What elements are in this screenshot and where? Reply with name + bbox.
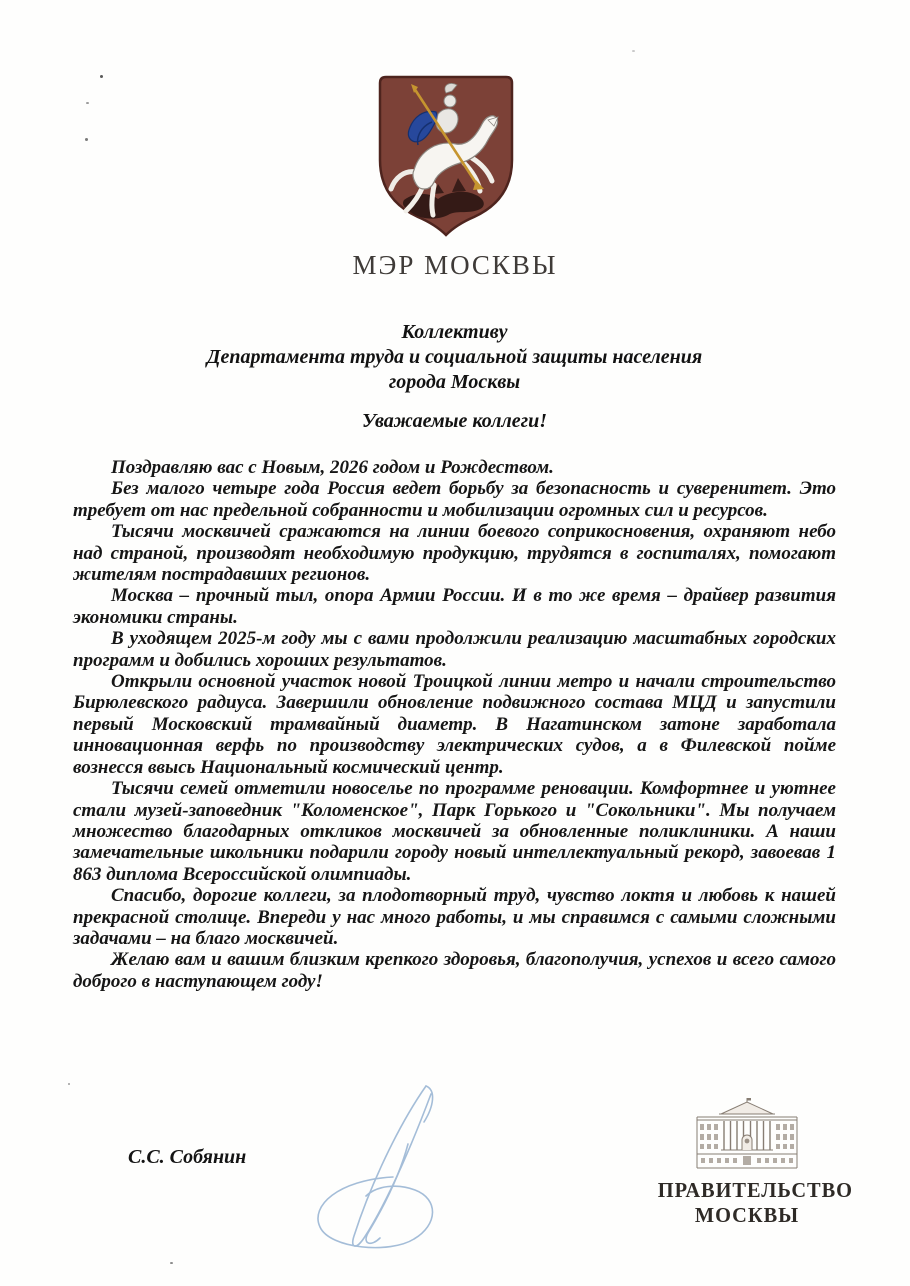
body-paragraph: Москва – прочный тыл, опора Армии России. И в то же время – драйвер развития экономики страны. [73, 585, 836, 628]
scan-speck [170, 1262, 173, 1264]
body-paragraph: Поздравляю вас с Новым, 2026 годом и Рождеством. [111, 457, 554, 478]
letterhead-title: МЭР МОСКВЫ [352, 250, 558, 280]
scan-speck [632, 50, 635, 52]
salutation: Уважаемые коллеги! [362, 410, 547, 432]
government-logo [655, 1098, 853, 1228]
body-paragraph: Тысячи москвичей сражаются на линии боевого соприкосновения, охраняют небо над страной, производят необходимую продукцию, трудятся в госпиталях, помогают жителям пострадавших регионов. [73, 521, 836, 586]
scan-speck [100, 75, 103, 78]
body-paragraph: Спасибо, дорогие коллеги, за плодотворный труд, чувство локтя и любовь к нашей прекрасной столице. Впереди у нас много работы, и мы справимся с самыми сложными задачами – на благо москвичей. [73, 885, 836, 949]
body-paragraph: Желаю вам и вашим близким крепкого здоровья, благополучия, успехов и всего самого доброго в наступающем году! [73, 949, 836, 992]
scan-speck [85, 138, 88, 141]
signer-name: С.С. Собянин [128, 1146, 247, 1168]
handwritten-signature-icon [298, 1082, 448, 1254]
recipient-line: Коллективу [401, 321, 508, 343]
letter-body [73, 457, 836, 992]
moscow-coat-of-arms-icon [376, 74, 516, 238]
recipient-line: города Москвы [388, 371, 521, 393]
government-logo-line2: МОСКВЫ [694, 1203, 800, 1227]
body-paragraph: В уходящем 2025-м году мы с вами продолжили реализацию масштабных городских программ и добились хороших результатов. [73, 628, 836, 671]
scan-speck [86, 102, 89, 104]
recipient-block [73, 320, 836, 395]
recipient-line: Департамента труда и социальной защиты населения [206, 346, 703, 368]
body-paragraph: Без малого четыре года Россия ведет борьбу за безопасность и суверенитет. Это требует от нас предельной собранности и мобилизации огромных сил и ресурсов. [73, 478, 836, 521]
body-paragraph: Тысячи семей отметили новоселье по программе реновации. Комфортнее и уютнее стали музей-заповедник "Коломенское", Парк Горького и "Сокольники". Мы получаем множество благодарных откликов москвичей за обновленные поликлиники. А наши замечательные школьники подарили городу новый интеллектуальный рекорд, завоевав 1 863 диплома Всероссийской олимпиады. [73, 778, 836, 885]
body-paragraph: Открыли основной участок новой Троицкой линии метро и начали строительство Бирюлевского радиуса. Завершили обновление подвижного состава МЦД и запустили первый Московский трамвайный диаметр. В Нагатинском затоне заработала инновационная верфь по производству электрических судов, а в Филевской пойме вознесся ввысь Национальный космический центр. [73, 671, 836, 778]
government-building-icon [689, 1098, 805, 1178]
government-logo-line1: ПРАВИТЕЛЬСТВО [657, 1178, 853, 1202]
scan-speck [68, 1083, 70, 1085]
